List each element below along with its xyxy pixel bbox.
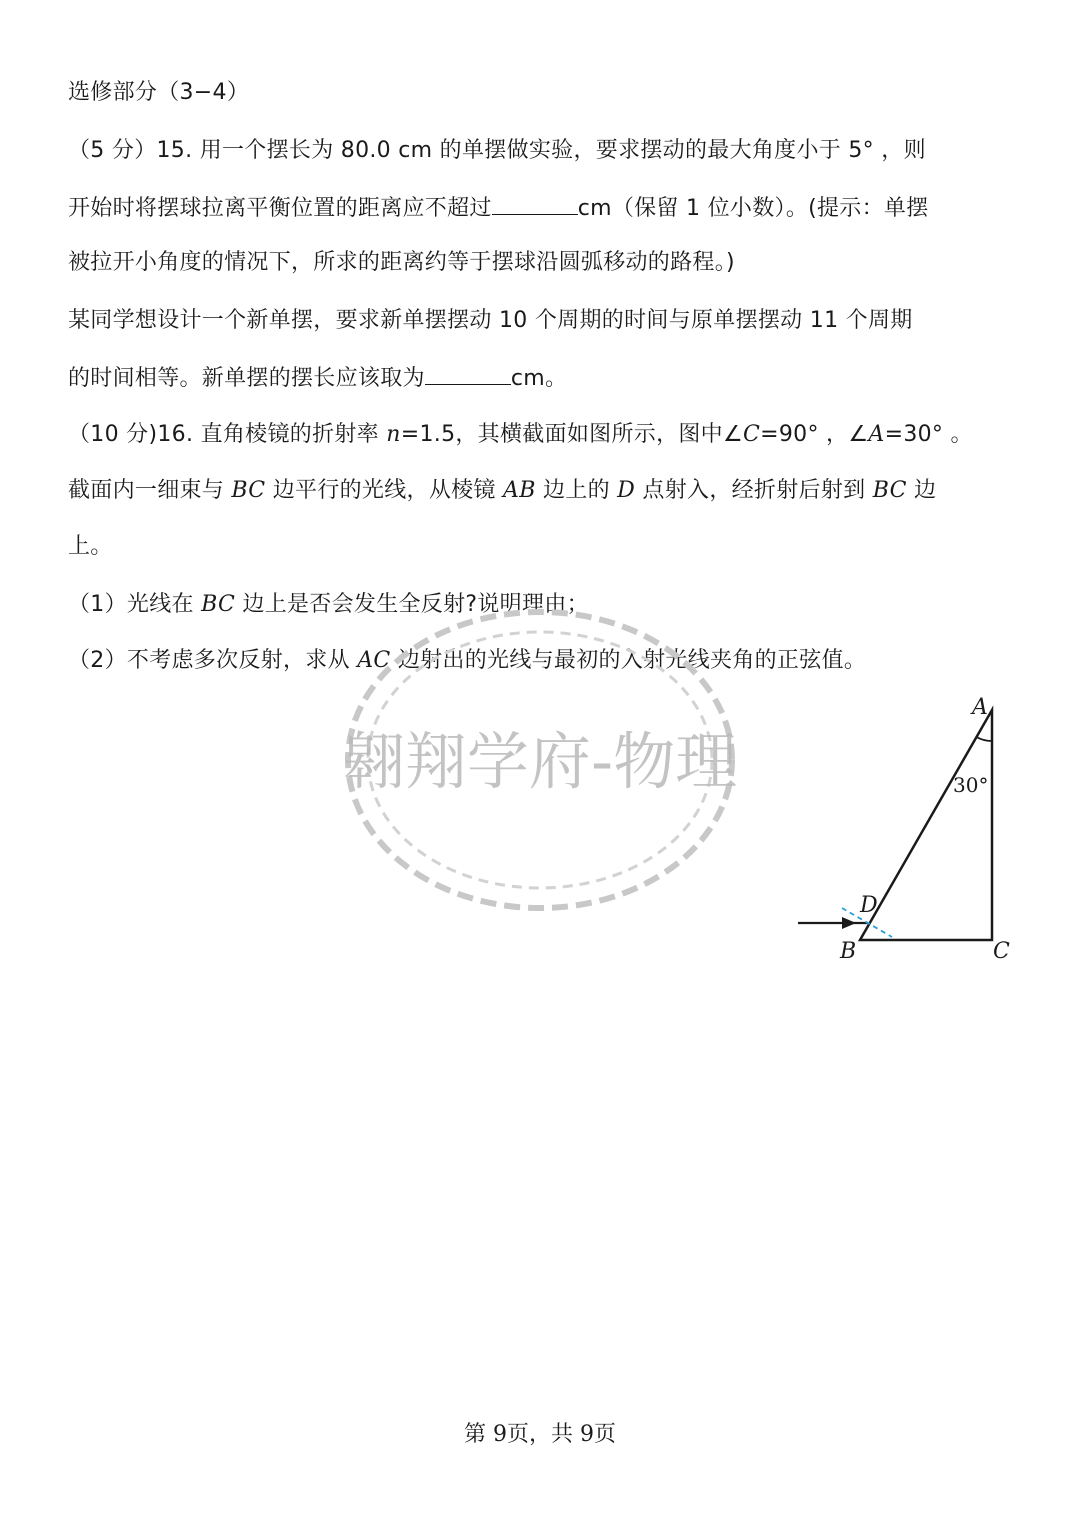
- q16-var-n: n: [386, 422, 401, 447]
- label-d: D: [860, 893, 878, 918]
- q15-text-2a: 开始时将摆球拉离平衡位置的距离应不超过: [68, 196, 492, 221]
- q15-text-5b: cm。: [510, 366, 568, 391]
- label-a: A: [972, 695, 988, 720]
- q16-sub-text: （1）光线在: [68, 592, 202, 617]
- prism-figure: [790, 690, 1030, 970]
- q15-answer-blank-1[interactable]: [492, 192, 578, 215]
- q16-var-ab: AB: [503, 478, 536, 503]
- q15-text-5a: 的时间相等。新单摆的摆长应该取为: [68, 366, 425, 391]
- q16-sub-text: 边射出的光线与最初的入射光线夹角的正弦值。: [390, 648, 867, 673]
- q16-var-a: A: [868, 422, 885, 447]
- q15-number: 15.: [156, 138, 193, 163]
- q15-line-3: 被拉开小角度的情况下，所求的距离约等于摆球沿圆弧移动的路程。): [68, 250, 735, 275]
- q15-line-2: [68, 192, 929, 224]
- q15-answer-blank-2[interactable]: [425, 362, 511, 385]
- page-footer: 第 9页，共 9页: [464, 1422, 616, 1447]
- q16-text: =30° 。: [884, 422, 973, 447]
- prism-triangle: [860, 710, 992, 940]
- q15-text-2b: cm（保留 1 位小数）。(提示：单摆: [577, 196, 929, 221]
- q15-text-1: 用一个摆长为 80.0 cm 的单摆做实验，要求摆动的最大角度小于 5° ，则: [199, 138, 926, 163]
- q16-text: 边平行的光线，从棱镜: [265, 478, 504, 503]
- q15-points: （5 分）: [68, 138, 157, 163]
- q16-var-c: C: [743, 422, 761, 447]
- q16-var-ac: AC: [357, 648, 391, 673]
- q16-line-3: 上。: [68, 534, 113, 559]
- ray-arrow-icon: [842, 917, 856, 929]
- q16-var-bc: BC: [231, 478, 266, 503]
- q16-line-2: [68, 476, 936, 506]
- q16-var-bc: BC: [872, 478, 907, 503]
- watermark-text: 翱翔学府-物理: [342, 725, 738, 798]
- q16-text: 直角棱镜的折射率: [200, 422, 387, 447]
- q16-text: =1.5，其横截面如图所示，图中∠: [400, 422, 743, 447]
- q16-text: 边: [906, 478, 937, 503]
- q16-text: =90° ，∠: [760, 422, 869, 447]
- q16-var-d: D: [617, 478, 636, 503]
- q15-line-5: [68, 362, 567, 394]
- angle-arc: [977, 737, 993, 741]
- q16-text: 点射入，经折射后射到: [635, 478, 873, 503]
- q16-number: 16.: [157, 422, 194, 447]
- label-b: B: [840, 939, 857, 964]
- angle-label: 30°: [953, 773, 989, 797]
- q16-sub-text: 边上是否会发生全反射?说明理由；: [235, 592, 589, 617]
- q16-text: 边上的: [535, 478, 618, 503]
- q16-sub-text: （2）不考虑多次反射，求从: [68, 648, 358, 673]
- q16-points: （10 分): [68, 422, 158, 447]
- section-title: 选修部分（3−4）: [68, 80, 250, 105]
- watermark-stamp: [340, 605, 740, 915]
- q16-text: 截面内一细束与: [68, 478, 232, 503]
- label-c: C: [993, 939, 1010, 964]
- q15-line-4: 某同学想设计一个新单摆，要求新单摆摆动 10 个周期的时间与原单摆摆动 11 个周期: [68, 308, 913, 333]
- q16-var-bc: BC: [201, 592, 236, 617]
- q15-line-1: [68, 136, 926, 166]
- q16-line-1: [68, 420, 973, 450]
